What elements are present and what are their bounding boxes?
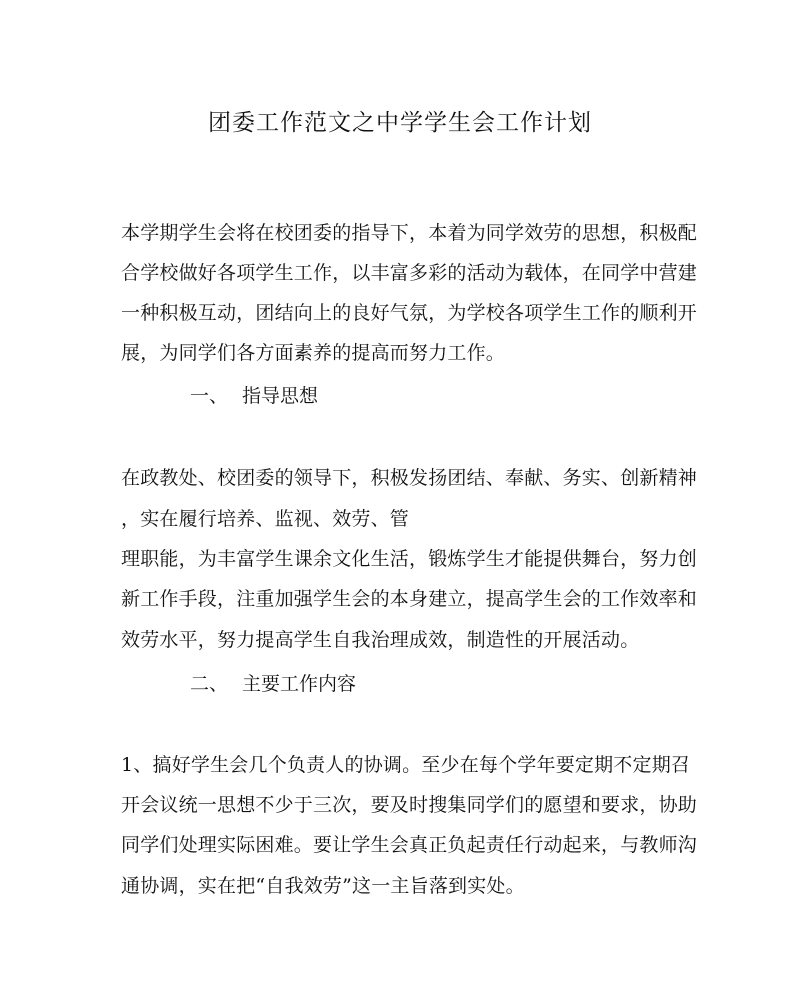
section-2-line-4: 通协调，实在把“自我效劳”这一主旨落到实处。 — [121, 875, 525, 897]
intro-line-1: 本学期学生会将在校团委的指导下，本着为同学效劳的思想，积极配 — [121, 222, 698, 244]
section-1-title: 指导思想 — [242, 385, 319, 407]
section-2-line-2: 开会议统一思想不少于三次，要及时搜集同学们的愿望和要求，协助 — [121, 794, 698, 816]
section-2-heading — [190, 672, 356, 696]
section-2-line-1: 1、搞好学生会几个负责人的协调。至少在每个学年要定期不定期召 — [121, 754, 691, 776]
document-title: 团委工作范文之中学学生会工作计划 — [208, 110, 592, 136]
section-1-heading — [190, 384, 318, 408]
section-2-line-3: 同学们处理实际困难。要让学生会真正负起责任行动起来，与教师沟 — [121, 834, 698, 856]
section-1-number: 一、 — [190, 385, 229, 407]
section-1-line-2: ，实在履行培养、监视、效劳、管 — [121, 508, 410, 530]
intro-line-3: 一种积极互动，团结向上的良好气氛，为学校各项学生工作的顺利开 — [121, 302, 698, 324]
intro-line-2: 合学校做好各项学生工作，以丰富多彩的活动为载体，在同学中营建 — [121, 262, 698, 284]
intro-line-4: 展，为同学们各方面素养的提高而努力工作。 — [121, 342, 506, 364]
section-1-line-5: 效劳水平，努力提高学生自我治理成效，制造性的开展活动。 — [121, 629, 640, 651]
section-1-line-1: 在政教处、校团委的领导下，积极发扬团结、奉献、务实、创新精神 — [121, 467, 698, 489]
section-1-line-3: 理职能，为丰富学生课余文化生活，锻炼学生才能提供舞台，努力创 — [121, 548, 698, 570]
section-2-title: 主要工作内容 — [242, 673, 357, 695]
section-2-number: 二、 — [190, 673, 229, 695]
section-1-line-4: 新工作手段，注重加强学生会的本身建立，提高学生会的工作效率和 — [121, 588, 698, 610]
